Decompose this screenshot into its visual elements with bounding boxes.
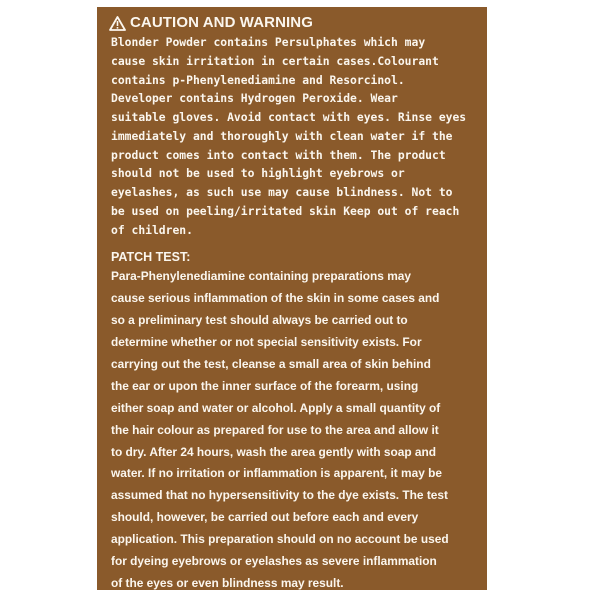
patch-test-line: application. This preparation should on no account be used (111, 532, 449, 547)
caution-line: of children. (111, 222, 193, 237)
caution-line: immediately and thoroughly with clean water if the (111, 128, 453, 143)
caution-line: eyelashes, as such use may cause blindness. Not to (111, 185, 453, 199)
caution-line: Blonder Powder contains Persulphates which may (111, 35, 426, 49)
patch-test-line: for dyeing eyebrows or eyelashes as severe inflammation (111, 554, 437, 569)
patch-test-line: the hair colour as prepared for use to the area and allow it (111, 422, 439, 437)
patch-test-line: carrying out the test, cleanse a small area of skin behind (111, 356, 431, 371)
caution-text (111, 33, 481, 239)
caution-line: be used on peeling/irritated skin Keep out of reach (111, 203, 460, 218)
patch-test-heading: PATCH TEST: (111, 250, 191, 265)
patch-test-line: the ear or upon the inner surface of the forearm, using (111, 378, 419, 393)
patch-test-line: so a preliminary test should always be carried out to (111, 313, 408, 328)
patch-test-line: water. If no irritation or inflammation is apparent, it may be (111, 466, 443, 481)
patch-test-line: either soap and water or alcohol. Apply a small quantity of (111, 400, 441, 415)
caution-heading (109, 14, 481, 32)
patch-test-line: of the eyes or even blindness may result. (111, 575, 344, 590)
patch-test-line: determine whether or not special sensitivity exists. For (111, 334, 422, 349)
caution-line: Developer contains Hydrogen Peroxide. Wear (111, 91, 398, 106)
patch-test-text (111, 266, 481, 595)
patch-test-line: to dry. After 24 hours, wash the area gently with soap and (111, 444, 437, 459)
caution-line: should not be used to highlight eyebrows or (111, 166, 405, 181)
patch-test-line: assumed that no hypersensitivity to the dye exists. The test (111, 488, 448, 503)
warning-triangle-icon (109, 16, 126, 31)
caution-line: cause skin irritation in certain cases.Colourant (111, 53, 439, 68)
caution-line: contains p-Phenylenediamine and Resorcinol. (111, 72, 405, 87)
caution-line: suitable gloves. Avoid contact with eyes. Rinse eyes (111, 110, 467, 124)
patch-test-line: should, however, be carried out before each and every (111, 510, 419, 525)
warning-label-panel (97, 7, 487, 590)
patch-test-line: Para-Phenylenediamine containing preparations may (111, 269, 411, 284)
patch-test-line: cause serious inflammation of the skin in some cases and (111, 291, 440, 306)
caution-line: product comes into contact with them. The product (111, 147, 446, 162)
caution-heading-text: CAUTION AND WARNING (130, 14, 313, 31)
